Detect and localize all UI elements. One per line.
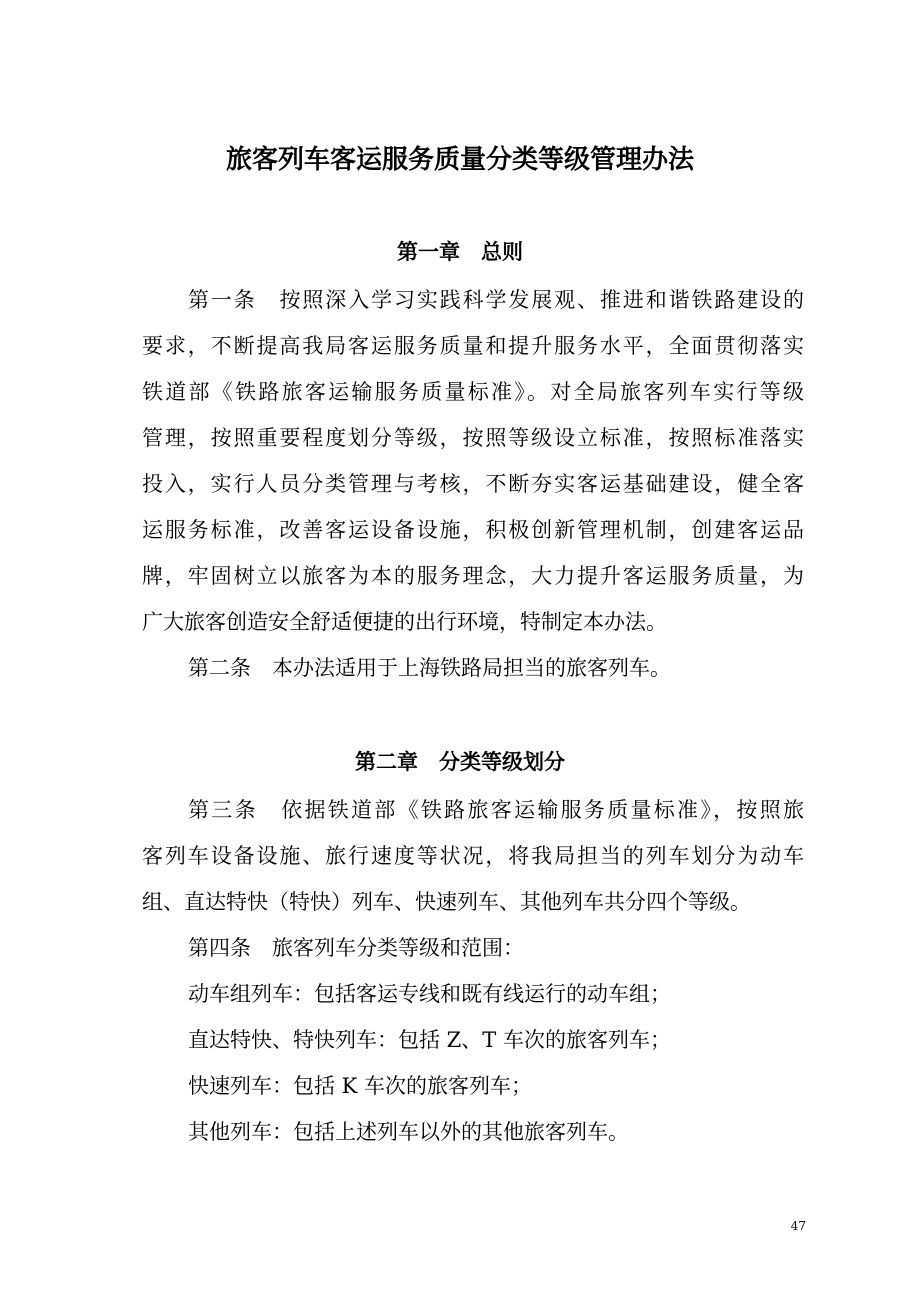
article-3-line: 第三条 依据铁道部《铁路旅客运输服务质量标准》，按照旅 (188, 798, 804, 822)
category-item: 直达特快、特快列车：包括 Z、T 车次的旅客列车； (188, 1028, 671, 1052)
category-item: 其他列车：包括上述列车以外的其他旅客列车。 (188, 1120, 629, 1144)
article-4: 第四条 旅客列车分类等级和范围： (188, 936, 524, 960)
article-1-line: 要求，不断提高我局客运服务质量和提升服务水平，全面贯彻落实 (142, 334, 804, 358)
article-1-line: 运服务标准，改善客运设备设施，积极创新管理机制，创建客运品 (142, 518, 804, 542)
article-1-line: 牌，牢固树立以旅客为本的服务理念，大力提升客运服务质量，为 (142, 564, 804, 588)
article-3-line: 组、直达特快（特快）列车、快速列车、其他列车共分四个等级。 (142, 890, 751, 914)
article-1-line: 第一条 按照深入学习实践科学发展观、推进和谐铁路建设的 (188, 288, 804, 312)
category-item: 动车组列车：包括客运专线和既有线运行的动车组； (188, 982, 671, 1006)
chapter-2-heading: 第二章 分类等级划分 (355, 750, 565, 774)
article-3-line: 客列车设备设施、旅行速度等状况，将我局担当的列车划分为动车 (142, 844, 804, 868)
article-1-line: 投入，实行人员分类管理与考核，不断夯实客运基础建设，健全客 (142, 472, 804, 496)
category-item: 快速列车：包括 K 车次的旅客列车； (188, 1074, 533, 1098)
article-1-line: 广大旅客创造安全舒适便捷的出行环境，特制定本办法。 (142, 610, 667, 634)
page-number: 47 (790, 1219, 806, 1233)
article-2: 第二条 本办法适用于上海铁路局担当的旅客列车。 (188, 656, 671, 680)
document-title: 旅客列车客运服务质量分类等级管理办法 (225, 145, 694, 175)
chapter-1-heading: 第一章 总则 (397, 240, 523, 264)
article-1-line: 管理，按照重要程度划分等级，按照等级设立标准，按照标准落实 (142, 426, 804, 450)
article-1-line: 铁道部《铁路旅客运输服务质量标准》。对全局旅客列车实行等级 (142, 380, 804, 404)
